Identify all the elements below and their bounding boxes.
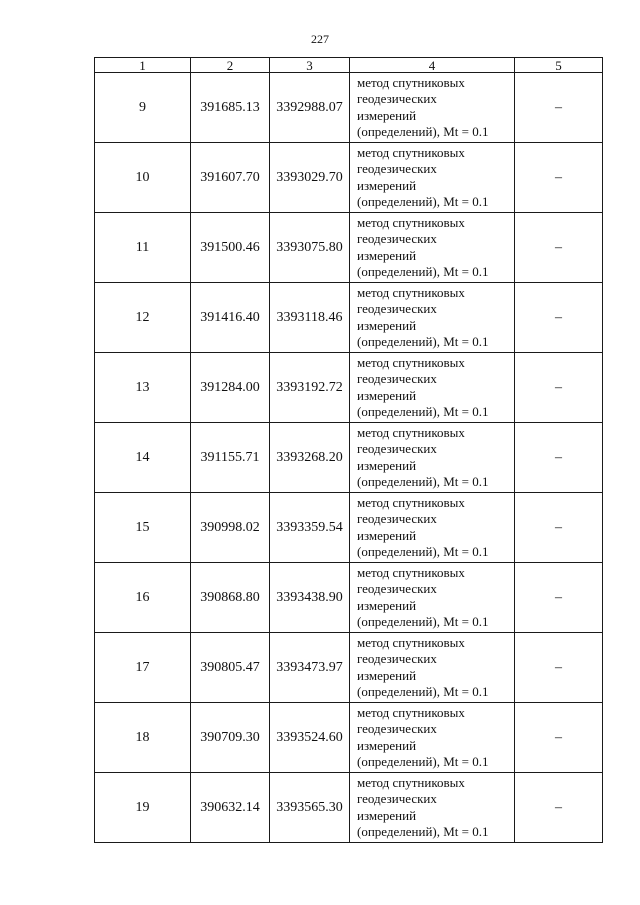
method-line: метод спутниковых <box>357 284 465 300</box>
method-line: геодезических <box>357 91 437 106</box>
note-cell: – <box>515 353 603 423</box>
x-coordinate-cell: 390998.02 <box>191 493 270 563</box>
method-line: метод спутниковых <box>357 634 465 650</box>
method-line: измерений <box>357 597 417 613</box>
method-line: (определений), Mt = 0.1 <box>357 404 489 419</box>
method-line: (определений), Mt = 0.1 <box>357 614 489 629</box>
x-coordinate-cell: 390805.47 <box>191 633 270 703</box>
method-cell <box>350 283 515 353</box>
method-cell <box>350 213 515 283</box>
method-line: геодезических <box>357 441 437 456</box>
method-cell <box>350 633 515 703</box>
header-col-3: 3 <box>270 58 350 73</box>
method-line: геодезических <box>357 721 437 736</box>
x-coordinate-cell: 391155.71 <box>191 423 270 493</box>
header-col-5: 5 <box>515 58 603 73</box>
method-line: геодезических <box>357 791 437 806</box>
method-line: измерений <box>357 807 417 823</box>
method-cell <box>350 773 515 843</box>
method-line: геодезических <box>357 161 437 176</box>
method-line: метод спутниковых <box>357 564 465 580</box>
method-line: измерений <box>357 737 417 753</box>
method-line: (определений), Mt = 0.1 <box>357 544 489 559</box>
note-cell: – <box>515 423 603 493</box>
note-cell: – <box>515 73 603 143</box>
header-col-4: 4 <box>350 58 515 73</box>
method-cell <box>350 493 515 563</box>
table-row <box>95 143 603 213</box>
table-body <box>95 58 603 843</box>
page-number: 227 <box>311 32 329 46</box>
y-coordinate-cell: 3393524.60 <box>270 703 350 773</box>
y-coordinate-cell: 3393473.97 <box>270 633 350 703</box>
x-coordinate-cell: 391284.00 <box>191 353 270 423</box>
method-line: измерений <box>357 317 417 333</box>
header-row <box>95 58 603 73</box>
method-line: геодезических <box>357 651 437 666</box>
method-line: метод спутниковых <box>357 74 465 90</box>
method-cell <box>350 143 515 213</box>
method-cell <box>350 563 515 633</box>
table-row <box>95 563 603 633</box>
y-coordinate-cell: 3393268.20 <box>270 423 350 493</box>
method-line: геодезических <box>357 371 437 386</box>
table-row <box>95 213 603 283</box>
method-line: метод спутниковых <box>357 774 465 790</box>
y-coordinate-cell: 3393359.54 <box>270 493 350 563</box>
method-line: измерений <box>357 107 417 123</box>
method-line: (определений), Mt = 0.1 <box>357 754 489 769</box>
x-coordinate-cell: 390868.80 <box>191 563 270 633</box>
point-number-cell: 18 <box>95 703 191 773</box>
method-line: (определений), Mt = 0.1 <box>357 194 489 209</box>
point-number-cell: 17 <box>95 633 191 703</box>
y-coordinate-cell: 3393192.72 <box>270 353 350 423</box>
method-line: метод спутниковых <box>357 424 465 440</box>
x-coordinate-cell: 390709.30 <box>191 703 270 773</box>
table-row <box>95 353 603 423</box>
table-row <box>95 633 603 703</box>
point-number-cell: 13 <box>95 353 191 423</box>
point-number-cell: 16 <box>95 563 191 633</box>
y-coordinate-cell: 3392988.07 <box>270 73 350 143</box>
point-number-cell: 9 <box>95 73 191 143</box>
note-cell: – <box>515 773 603 843</box>
header-col-1: 1 <box>95 58 191 73</box>
method-line: метод спутниковых <box>357 704 465 720</box>
method-line: метод спутниковых <box>357 354 465 370</box>
point-number-cell: 14 <box>95 423 191 493</box>
x-coordinate-cell: 390632.14 <box>191 773 270 843</box>
method-line: метод спутниковых <box>357 494 465 510</box>
x-coordinate-cell: 391416.40 <box>191 283 270 353</box>
method-line: (определений), Mt = 0.1 <box>357 334 489 349</box>
note-cell: – <box>515 703 603 773</box>
method-line: геодезических <box>357 301 437 316</box>
method-line: измерений <box>357 247 417 263</box>
method-line: метод спутниковых <box>357 214 465 230</box>
table-row <box>95 283 603 353</box>
method-line: (определений), Mt = 0.1 <box>357 124 489 139</box>
note-cell: – <box>515 213 603 283</box>
note-cell: – <box>515 283 603 353</box>
method-line: измерений <box>357 177 417 193</box>
y-coordinate-cell: 3393029.70 <box>270 143 350 213</box>
x-coordinate-cell: 391685.13 <box>191 73 270 143</box>
point-number-cell: 15 <box>95 493 191 563</box>
point-number-cell: 11 <box>95 213 191 283</box>
note-cell: – <box>515 493 603 563</box>
table-row <box>95 773 603 843</box>
header-col-2: 2 <box>191 58 270 73</box>
method-line: измерений <box>357 387 417 403</box>
method-line: геодезических <box>357 581 437 596</box>
method-line: измерений <box>357 527 417 543</box>
table-row <box>95 423 603 493</box>
x-coordinate-cell: 391500.46 <box>191 213 270 283</box>
method-line: геодезических <box>357 231 437 246</box>
method-line: (определений), Mt = 0.1 <box>357 684 489 699</box>
coordinates-table <box>94 57 603 843</box>
y-coordinate-cell: 3393438.90 <box>270 563 350 633</box>
method-line: геодезических <box>357 511 437 526</box>
y-coordinate-cell: 3393075.80 <box>270 213 350 283</box>
table-row <box>95 493 603 563</box>
y-coordinate-cell: 3393118.46 <box>270 283 350 353</box>
method-line: (определений), Mt = 0.1 <box>357 264 489 279</box>
method-cell <box>350 703 515 773</box>
point-number-cell: 10 <box>95 143 191 213</box>
method-line: (определений), Mt = 0.1 <box>357 824 489 839</box>
note-cell: – <box>515 143 603 213</box>
table-row <box>95 73 603 143</box>
method-cell <box>350 353 515 423</box>
table-row <box>95 703 603 773</box>
method-cell <box>350 73 515 143</box>
note-cell: – <box>515 563 603 633</box>
method-line: метод спутниковых <box>357 144 465 160</box>
point-number-cell: 19 <box>95 773 191 843</box>
method-line: измерений <box>357 457 417 473</box>
method-line: измерений <box>357 667 417 683</box>
x-coordinate-cell: 391607.70 <box>191 143 270 213</box>
method-line: (определений), Mt = 0.1 <box>357 474 489 489</box>
point-number-cell: 12 <box>95 283 191 353</box>
method-cell <box>350 423 515 493</box>
note-cell: – <box>515 633 603 703</box>
y-coordinate-cell: 3393565.30 <box>270 773 350 843</box>
